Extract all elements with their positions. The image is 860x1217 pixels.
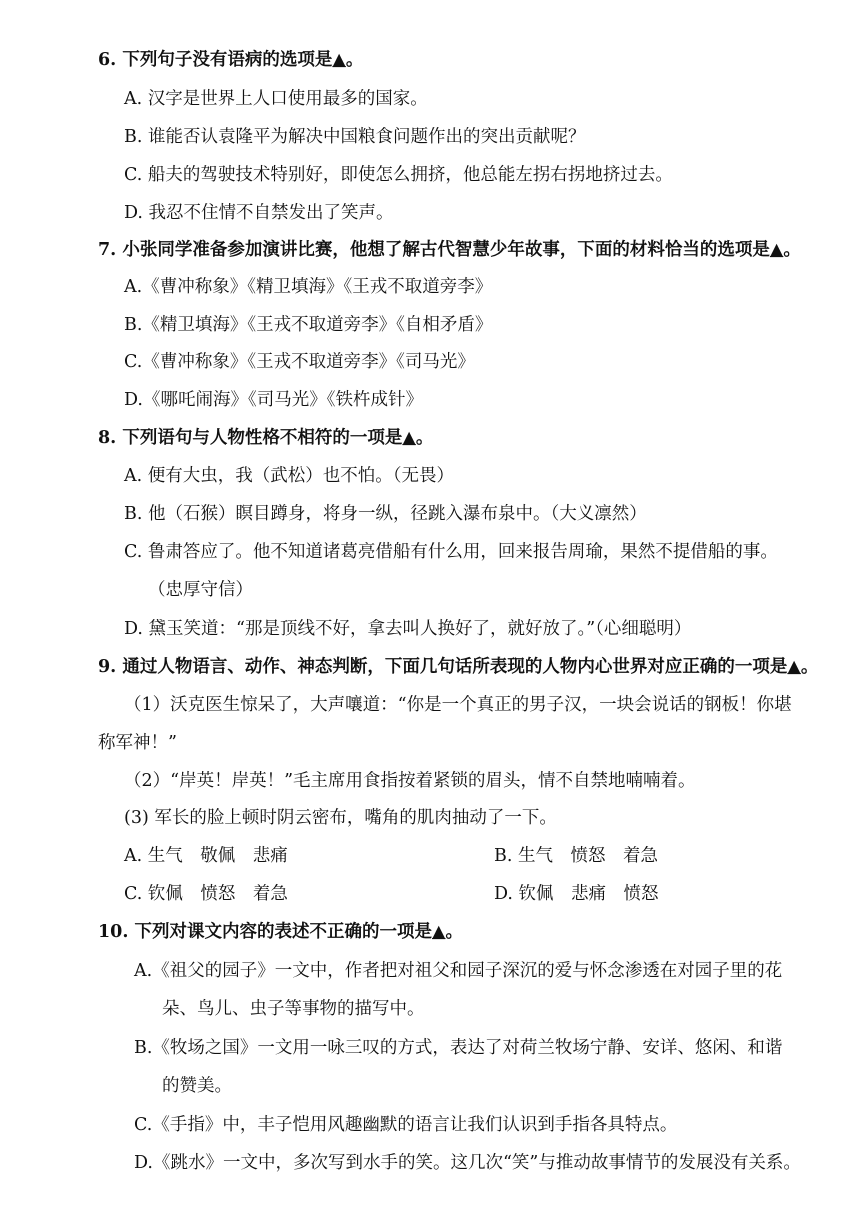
question-6-stem: 6. 下列句子没有语病的选项是▲。 [98,50,364,70]
q6-option-d: D. 我忍不住情不自禁发出了笑声。 [124,203,394,223]
question-8-stem: 8. 下列语句与人物性格不相符的一项是▲。 [98,428,434,448]
question-9-stem: 9. 通过人物语言、动作、神态判断，下面几句话所表现的人物内心世界对应正确的一项是▲。 [98,657,819,677]
q7-option-a: A.《曹冲称象》《精卫填海》《王戎不取道旁李》 [124,277,493,297]
answer-blank-mark: ▲ [332,50,346,70]
answer-blank-mark: ▲ [432,922,446,942]
q8-option-a: A. 便有大虫，我（武松）也不怕。（无畏） [124,466,455,486]
q7-option-b: B.《精卫填海》《王戎不取道旁李》《自相矛盾》 [124,315,493,335]
q10-option-a-continued: 朵、鸟儿、虫子等事物的描写中。 [162,999,425,1019]
q10-option-b-continued: 的赞美。 [162,1076,232,1096]
q9-sentence-1: （1）沃克医生惊呆了，大声嚷道：“你是一个真正的男子汉，一块会说话的钢板！你堪 [124,695,792,715]
q9-option-a: A. 生气 敬佩 悲痛 [124,846,288,866]
q10-option-d: D.《跳水》一文中，多次写到水手的笑。这几次“笑”与推动故事情节的发展没有关系。 [134,1153,801,1173]
q9-option-d: D. 钦佩 悲痛 愤怒 [494,884,659,904]
answer-blank-mark: ▲ [787,657,801,677]
answer-blank-mark: ▲ [402,428,416,448]
q9-option-c: C. 钦佩 愤怒 着急 [124,884,288,904]
q8-option-b: B. 他（石猴）瞑目蹲身，将身一纵，径跳入瀑布泉中。（大义凛然） [124,504,647,524]
q6-option-b: B. 谁能否认袁隆平为解决中国粮食问题作出的突出贡献呢？ [124,127,586,147]
q9-sentence-3: (3) 军长的脸上顿时阴云密布，嘴角的肌肉抽动了一下。 [124,808,557,828]
q7-option-d: D.《哪吒闹海》《司马光》《铁杵成针》 [124,390,423,410]
q9-sentence-2: （2）“岸英！岸英！”毛主席用食指按着紧锁的眉头，情不自禁地喃喃着。 [124,771,696,791]
answer-blank-mark: ▲ [769,240,784,260]
q10-option-c: C.《手指》中，丰子恺用风趣幽默的语言让我们认识到手指各具特点。 [134,1115,678,1135]
q8-option-c-continued: （忠厚守信） [148,580,253,600]
q10-option-b: B.《牧场之国》一文用一咏三叹的方式，表达了对荷兰牧场宁静、安详、悠闲、和谐 [134,1038,783,1058]
q9-sentence-1-continued: 称军神！” [98,733,177,753]
question-10-stem: 10. 下列对课文内容的表述不正确的一项是▲。 [98,922,464,942]
q9-option-b: B. 生气 愤怒 着急 [494,846,658,866]
q10-option-a: A.《祖父的园子》一文中，作者把对祖父和园子深沉的爱与怀念渗透在对园子里的花 [134,961,783,981]
q8-option-d: D. 黛玉笑道：“那是顶线不好，拿去叫人换好了，就好放了。”（心细聪明） [124,619,692,639]
question-7-stem: 7. 小张同学准备参加演讲比赛，他想了解古代智慧少年故事，下面的材料恰当的选项是▲。 [98,240,801,260]
q6-option-c: C. 船夫的驾驶技术特别好，即使怎么拥挤，他总能左拐右拐地挤过去。 [124,165,673,185]
q8-option-c: C. 鲁肃答应了。他不知道诸葛亮借船有什么用，回来报告周瑜，果然不提借船的事。 [124,542,778,562]
q6-option-a: A. 汉字是世界上人口使用最多的国家。 [124,89,428,109]
q7-option-c: C.《曹冲称象》《王戎不取道旁李》《司马光》 [124,352,475,372]
